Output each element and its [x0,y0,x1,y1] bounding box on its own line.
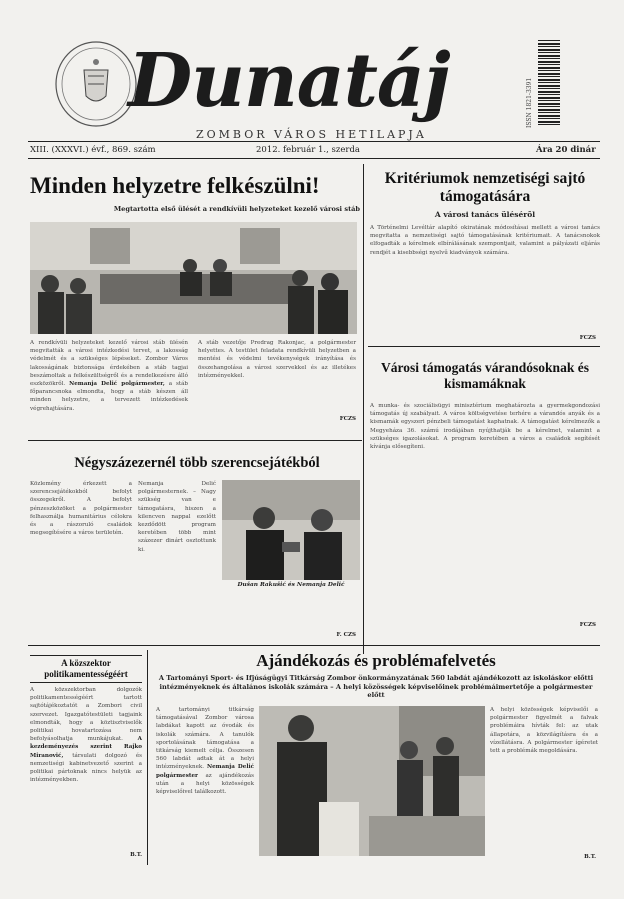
vertical-divider [363,164,364,654]
article5-text: A közszektorban dolgozók politikamentességéért tartott sajtótájékoztatót a Zombori civil szervezet. Igazgatótestületi tagjaink elmondták, hogy a köztisztviselők politikai hovatartozása nem befolyásolhatja munkájukat. [30,687,142,743]
issue-number: XIII. (XXXVI.) évf., 869. szám [30,145,156,155]
article2-lead: A városi tanács ülésérõl [434,210,536,219]
article3-signature: F. CZS [336,632,356,638]
article1-col1-text: A rendkívüli helyzeteket kezelő városi stáb ülésén megvitatták a városi intézkedési tervet, a lakosság védelmét és a szükséges lépéseket. Zombor Város lakosságának biztonsága érdekében a stáb tagjai beszámoltak a felkészültségről és a rendelkezésre álló eszközökről. [30,340,188,388]
article1-signature: FCZS [339,416,356,422]
article3-column1: Közlemény érkezett a szerencsejátékokból befolyt összegekről. A befolyt pénzeszközöket a polgármester felhasználja humanitárius célokra és a rászoruló családok megsegítésére a város területén. [30,481,132,537]
article5-headline: A közszektor politikamentességéért [44,658,128,679]
issn-label: ISSN 1821-3391 [526,77,533,128]
article6-lead: A Tartományi Sport- és Ifjúságügyi Titkárság Zombor önkormányzatának 560 labdát ajándékozott az iskoláskor előtti intézményeknek és általános iskolák számára – A helyi közösségek képviselőinek problémáimertetője a polgármester előtt [158,674,594,700]
article5-signature: B.T. [130,852,142,858]
article4-signature: FCZS [579,622,596,628]
article2-body: A Történelmi Levéltár alapító okiratának módosításai mellett a városi tanács megvitatta a nemzetiségi sajtó támogatásának kritériumait. A tanácsnokok elfogadták a kérelmek elbírálásának szempontjait, valamint a pályázati eljárás rendjét a kisebbségi nyelvű kiadványok számára. [370,225,600,256]
article6-headline: Ajándékozás és problémafelvetés [256,651,496,670]
article2-signature: FCZS [579,335,596,341]
article1-headline: Minden helyzetre felkészülni! [30,173,320,198]
article5-text-b: társulati dolgozó és nemzetiségi kabinetvezető szerint a politikai pártoknak nincs helyük az intézményekben. [30,752,142,784]
article3-photo [222,480,360,580]
divider-article2 [368,346,600,347]
article6-name: Nemanja Delić polgármester [156,764,254,779]
article2-headline: Kritériumok nemzetiségi sajtó támogatására [384,170,586,205]
article3-column2: Nemanja Delić polgármesternek. – Nagy szükség van e támogatásra, hiszen a kilencven nappal ezelőtt kezdődött program keretében több mint százezer dinárt osztottunk ki. [138,481,216,553]
article1-column1 [30,339,188,413]
article3-photo-caption: Dušan Rakušić és Nemanja Delić [237,582,345,588]
article3-headline: Négyszázezernél több szerencsejátékból [74,455,320,471]
article6-column1 [156,706,254,796]
masthead-rule-bottom [28,158,600,159]
barcode [538,40,560,126]
article1-meeting-photo [30,222,357,334]
article1-lead: Megtartotta első ülését a rendkívüli helyzeteket kezelő városi stáb [113,205,360,213]
article6-col1-text: A tartományi titkárság támogatásával Zombor városa labdákat kapott az óvodák és iskolák számára. A tanulók sportolásának támogatása a titkárság kiemelt célja. Összesen 560 labdát adtak át a helyi intézményeknek. [156,707,254,771]
issue-date: 2012. február 1., szerda [256,145,360,155]
issue-price: Ára 20 dinár [536,145,596,155]
masthead-subtitle: ZOMBOR VÁROS HETILAPJA [196,128,427,141]
masthead-rule-top [28,141,600,142]
divider-bottom-section [28,645,600,646]
article1-column2: A stáb vezetője Predrag Rakonjac, a polgármester helyettes. A testület feladata rendkívüli helyzetben a mentési és védelmi tevékenységek irányítása és összehangolása a városi szervekkel és az illetékes intézményekkel. [198,340,356,379]
article6-col1b-text: az ajándékozás után a helyi közösségek képviselőivel találkozott. [156,772,254,796]
article5-body [30,686,142,784]
article6-column3: A helyi közösségek képviselői a polgármester figyelmét a falvak problémáira hívták fel: az utak állapotára, a közvilágításra és a vízellátásra. A polgármester ígéretet tett a problémák megoldására. [490,707,598,755]
article1-col1b-text: a stáb főparancsnoka elmondta, hogy a stáb készen áll minden helyzetre, a tervezett intézkedések végrehajtására. [30,381,189,412]
divider-article1 [28,440,362,441]
article1-name-mayor: Nemanja Delić polgármester, [69,381,165,388]
city-seal-logo [54,40,138,128]
article5-divider [147,650,148,865]
article6-signature: B.T. [584,854,596,860]
article6-photo [259,706,485,856]
article4-headline: Városi támogatás várandósoknak és kismamáknak [381,360,589,391]
article4-body: A munka- és szociálisügyi minisztérium meghatározta a gyermekgondozási támogatás új szabályait. A város költségvetése terhére a várandós anyák és a kismamák egyszeri pénzbeli támogatást kaphatnak. A támogatást kérelmezők a Megyeháza 36. számú irodájában nyújthatják be a kérelmet, valamint a szükséges igazolásokat. A program keretében a város a családok segítését kívánja elősegíteni. [370,403,600,451]
newspaper-logo-title: Dunatáj [128,38,450,124]
article5-headline-box [30,655,142,683]
article5-name: A kezdeményezés szerint Rajko Miranović, [30,736,142,759]
